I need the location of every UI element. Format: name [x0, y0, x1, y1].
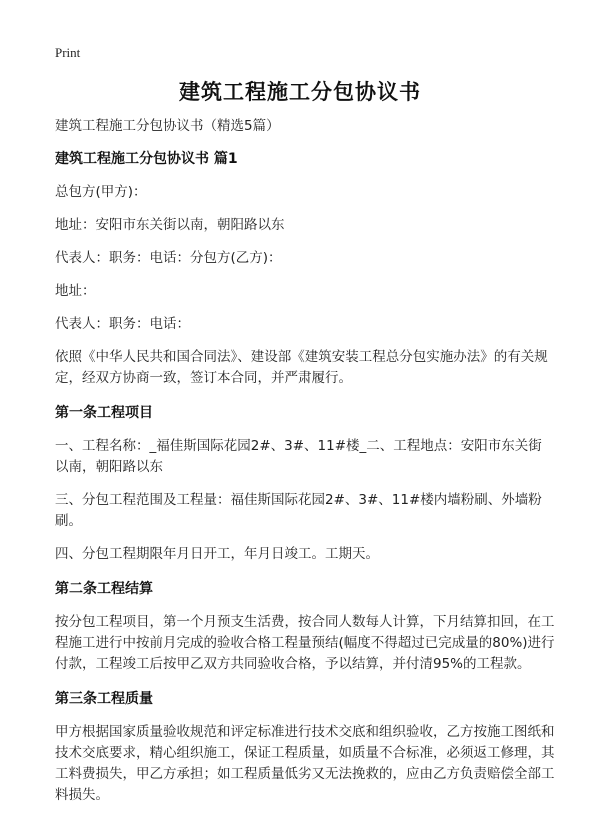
- representative-line-2: 代表人：职务：电话：: [55, 316, 190, 332]
- document-body: [55, 116, 555, 806]
- representative-line-1: 代表人：职务：电话：分包方(乙方)：: [55, 250, 282, 266]
- article-2-heading: 第二条工程结算: [55, 581, 153, 597]
- article-1-item-1: 一、工程名称：_福佳斯国际花园2#、3#、11#楼_二、工程地点：安阳市东关街以南，朝阳路以东: [55, 438, 542, 475]
- article-2-body: 按分包工程项目，第一个月预支生活费，按合同人数每人计算，下月结算扣回，在工程施工进行中按前月完成的验收合格工程量预结(幅度不得超过已完成量的80%)进行付款，工程竣工后按甲乙双方共同验收合格，予以结算，并付清95%的工程款。: [55, 614, 555, 672]
- article-1-item-4: 四、分包工程期限年月日开工，年月日竣工。工期天。: [55, 546, 379, 562]
- general-contractor-line: 总包方(甲方)：: [55, 184, 147, 200]
- intro-paragraph: 依照《中华人民共和国合同法》、建设部《建筑安装工程总分包实施办法》的有关规定，经双方协商一致，签订本合同，并严肃履行。: [55, 349, 548, 386]
- section-title: 建筑工程施工分包协议书 篇1: [55, 151, 238, 167]
- article-3-heading: 第三条工程质量: [55, 691, 153, 707]
- page-title: 建筑工程施工分包协议书: [179, 80, 421, 104]
- document-subtitle: 建筑工程施工分包协议书（精选5篇）: [55, 118, 280, 134]
- print-link[interactable]: Print: [55, 45, 81, 60]
- address-line-1: 地址：安阳市东关街以南，朝阳路以东: [55, 217, 285, 233]
- article-1-item-3: 三、分包工程范围及工程量：福佳斯国际花园2#、3#、11#楼内墙粉刷、外墙粉刷。: [55, 492, 542, 529]
- article-1-heading: 第一条工程项目: [55, 405, 153, 421]
- address-line-2: 地址：: [55, 283, 96, 299]
- article-3-body: 甲方根据国家质量验收规范和评定标准进行技术交底和组织验收，乙方按施工图纸和技术交底要求，精心组织施工，保证工程质量，如质量不合标准，必须返工修理，其工料费损失，甲乙方承担；如工程质量低劣又无法挽救的，应由乙方负责赔偿全部工料损失。: [55, 724, 555, 803]
